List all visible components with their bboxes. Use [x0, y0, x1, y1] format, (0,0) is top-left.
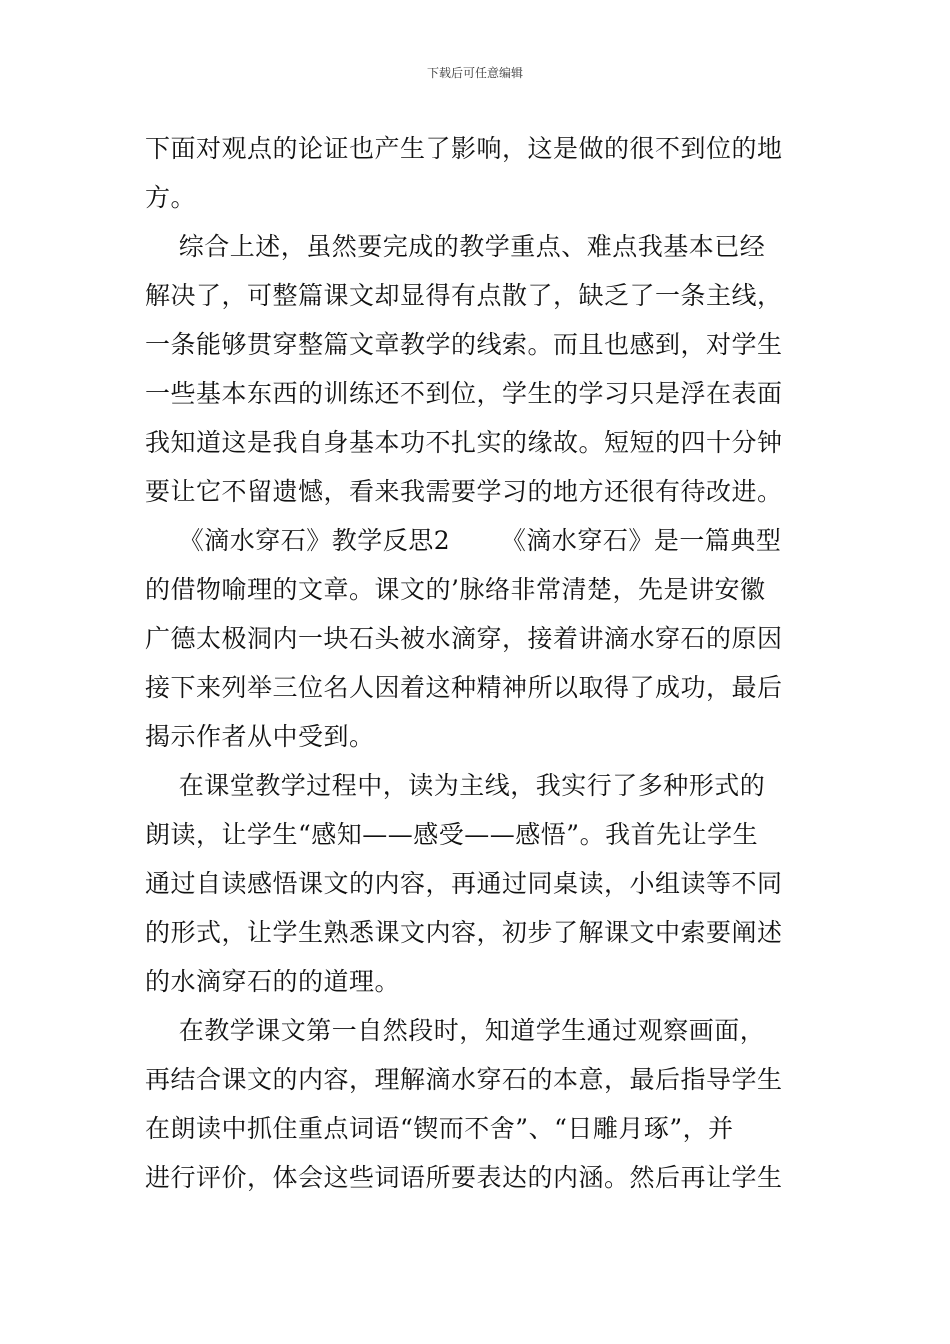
text-line: 的形式，让学生熟悉课文内容，初步了解课文中索要阐述	[145, 918, 783, 947]
text-line: 下面对观点的论证也产生了影响，这是做的很不到位的地	[145, 134, 783, 163]
text-line: 在课堂教学过程中，读为主线，我实行了多种形式的	[145, 771, 766, 800]
text-line: 的借物喻理的文章。课文的’脉络非常清楚，先是讲安徽	[145, 575, 766, 604]
text-line: 朗读，让学生“感知——感受——感悟”。我首先让学生	[145, 820, 759, 849]
text-line: 综合上述，虽然要完成的教学重点、难点我基本已经	[145, 232, 766, 261]
text-line: 一些基本东西的训练还不到位，学生的学习只是浮在表面	[145, 379, 783, 408]
text-line: 接下来列举三位名人因着这种精神所以取得了成功，最后	[145, 673, 783, 702]
text-line: 揭示作者从中受到。	[145, 722, 375, 751]
text-line: 通过自读感悟课文的内容，再通过同桌读，小组读等不同	[145, 869, 783, 898]
page-header: 下载后可任意编辑	[426, 66, 523, 80]
text-line: 再结合课文的内容，理解滴水穿石的本意，最后指导学生	[145, 1065, 783, 1094]
text-line: 我知道这是我自身基本功不扎实的缘故。短短的四十分钟	[145, 428, 783, 457]
text-line: 要让它不留遗憾，看来我需要学习的地方还很有待改进。	[145, 477, 783, 506]
text-line: 一条能够贯穿整篇文章教学的线索。而且也感到，对学生	[145, 330, 783, 359]
text-line: 的水滴穿石的的道理。	[145, 967, 401, 996]
body-text	[145, 124, 810, 1202]
text-line: 方。	[145, 183, 197, 212]
text-line: 在教学课文第一自然段时，知道学生通过观察画面，	[145, 1016, 766, 1045]
text-line: 解决了，可整篇课文却显得有点散了，缺乏了一条主线，	[145, 281, 783, 310]
text-line: 广德太极洞内一块石头被水滴穿，接着讲滴水穿石的原因	[145, 624, 783, 653]
text-line: 在朗读中抓住重点词语“锲而不舍”、“日雕月琢”，并	[145, 1114, 734, 1143]
text-line: 《滴水穿石》教学反思2 《滴水穿石》是一篇典型	[145, 526, 782, 555]
text-line: 进行评价，体会这些词语所要表达的内涵。然后再让学生	[145, 1163, 783, 1192]
